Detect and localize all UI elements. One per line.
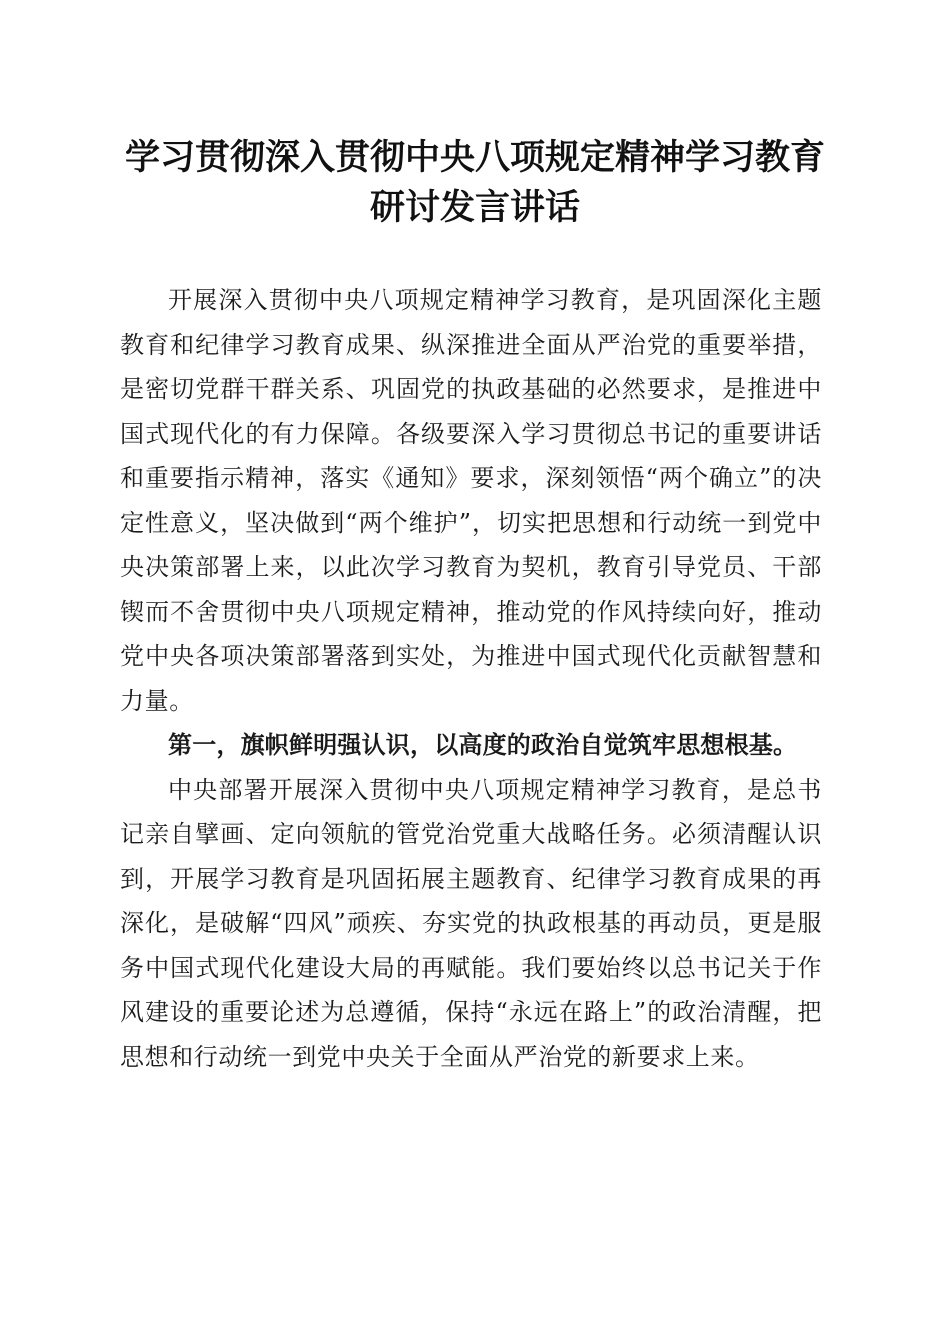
title-line-2: 研讨发言讲话 [369, 188, 580, 228]
section-heading-first: 第一，旗帜鲜明强认识，以高度的政治自觉筑牢思想根基。 [168, 730, 798, 759]
section-paragraph: 中央部署开展深入贯彻中央八项规定精神学习教育，是总书记亲自擘画、定向领航的管党治党重大战略任务。必须清醒认识到，开展学习教育是巩固拓展主题教育、纪律学习教育成果的再深化，是破解“四风”顽疾、夯实党的执政根基的再动员，更是服务中国式现代化建设大局的再赋能。我们要始终以总书记关于作风建设的重要论述为总遵循，保持“永远在路上”的政治清醒，把思想和行动统一到党中央关于全面从严治党的新要求上来。 [120, 775, 822, 1071]
title-line-1: 学习贯彻深入贯彻中央八项规定精神学习教育 [124, 138, 825, 178]
document-title [110, 133, 840, 233]
document-body [120, 278, 822, 1079]
intro-paragraph: 开展深入贯彻中央八项规定精神学习教育，是巩固深化主题教育和纪律学习教育成果、纵深推进全面从严治党的重要举措，是密切党群干群关系、巩固党的执政基础的必然要求，是推进中国式现代化的有力保障。各级要深入学习贯彻总书记的重要讲话和重要指示精神，落实《通知》要求，深刻领悟“两个确立”的决定性意义，坚决做到“两个维护”，切实把思想和行动统一到党中央决策部署上来，以此次学习教育为契机，教育引导党员、干部锲而不舍贯彻中央八项规定精神，推动党的作风持续向好，推动党中央各项决策部署落到实处，为推进中国式现代化贡献智慧和力量。 [120, 286, 822, 715]
